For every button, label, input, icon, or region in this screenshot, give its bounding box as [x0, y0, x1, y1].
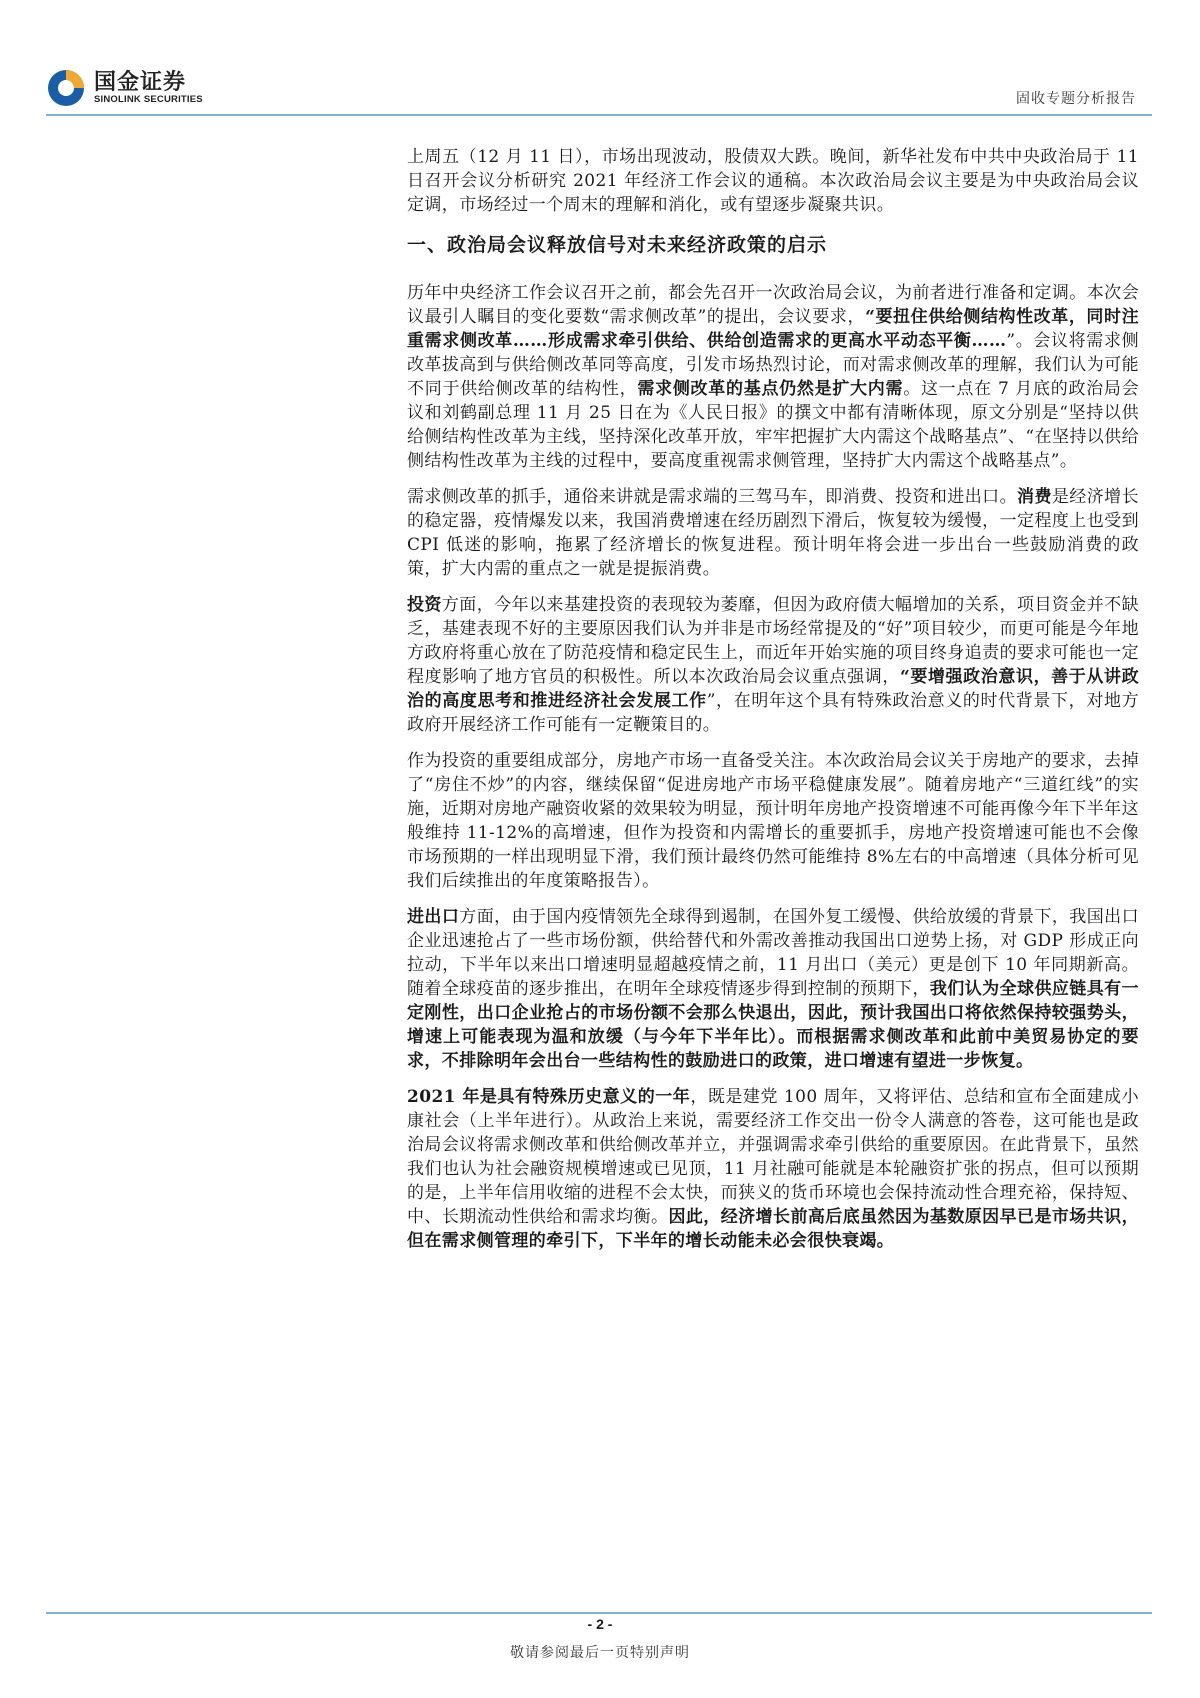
paragraph-demand-side-reform [407, 281, 1139, 473]
paragraph-trade [407, 905, 1139, 1073]
bold-keyword: 进出口 [407, 907, 460, 927]
report-body [407, 145, 1139, 1265]
logo-english-name: SINOLINK SECURITIES [94, 94, 203, 105]
text-run: ，既是建党 100 周年，又将评估、总结和宣布全面建成小康社会（上半年进行）。从政治上来说，需要经济工作交出一份令人满意的答卷，这可能也是政治局会议将需求侧改革和供给侧改革并立，并强调需求牵引供给的重要原因。在此背景下，虽然我们也认为社会融资规模增速或已见顶，11 月社融可能就是本轮融资扩张的拐点，但可以预期的是，上半年信用收缩的进程不会太快，而狭义的货币环境也会保持流动性合理充裕，保持短、中、长期流动性供给和需求均衡。 [407, 1087, 1139, 1227]
text-run: 。这一点在 7 月底的政治局会议和刘鹤副总理 11 月 25 日在为《人民日报》的撰文中都有清晰体现，原文分别是“坚持以供给侧结构性改革为主线，坚持深化改革开放，牢牢把握扩大内需这个战略基点”、“在坚持以供给侧结构性改革为主线的过程中，要高度重视需求侧管理，坚持扩大内需这个战略基点”。 [407, 379, 1140, 471]
logo-chinese-name: 国金证券 [94, 69, 187, 94]
text-run: ”，在明年这个具有特殊政治意义的时代背景下，对地方政府开展经济工作可能有一定鞭策目的。 [407, 691, 1139, 735]
bold-quote: “要扭住供给侧结构性改革，同时注重需求侧改革……形成需求牵引供给、供给创造需求的更高水平动态平衡…… [407, 307, 1139, 351]
section-title: 一、政治局会议释放信号对未来经济政策的启示 [407, 234, 828, 256]
text-run: 历年中央经济工作会议召开之前，都会先召开一次政治局会议，为前者进行准备和定调。本次会议最引人瞩目的变化要数“需求侧改革”的提出，会议要求， [407, 283, 1139, 327]
bold-keyword: 消费 [1017, 487, 1052, 507]
bold-emphasis: 我们认为全球供应链具有一定刚性，出口企业抢占的市场份额不会那么快退出，因此，预计我国出口将依然保持较强势头，增速上可能表现为温和放缓（与今年下半年比）。而根据需求侧改革和此前中美贸易协定的要求，不排除明年会出台一些结构性的鼓励进口的政策，进口增速有望进一步恢复。 [407, 979, 1139, 1071]
bold-emphasis: 因此，经济增长前高后底虽然因为基数原因早已是市场共识，但在需求侧管理的牵引下，下半年的增长动能未必会很快衰竭。 [407, 1207, 1139, 1251]
paragraph-real-estate: 作为投资的重要组成部分，房地产市场一直备受关注。本次政治局会议关于房地产的要求，去掉了“房住不炒”的内容，继续保留“促进房地产市场平稳健康发展”。随着房地产“三道红线”的实施，近期对房地产融资收紧的效果较为明显，预计明年房地产投资增速不可能再像今年下半年这般维持 11-12%的高增速，但作为投资和内需增长的重要抓手，房地产投资增速可能也不会像市场预期的一样出现明显下滑，我们预计最终仍然可能维持 8%左右的中高增速（具体分析可见我们后续推出的年度策略报告）。 [407, 751, 1139, 891]
paragraph-consumption [407, 485, 1139, 581]
text-run: 是经济增长的稳定器，疫情爆发以来，我国消费增速在经历剧烈下滑后，恢复较为缓慢，一定程度上也受到 CPI 低迷的影响，拖累了经济增长的恢复进程。预计明年将会进一步出台一些鼓励消费的政策，扩大内需的重点之一就是提振消费。 [407, 487, 1139, 579]
intro-paragraph: 上周五（12 月 11 日），市场出现波动，股债双大跌。晚间，新华社发布中共中央政治局于 11 日召开会议分析研究 2021 年经济工作会议的通稿。本次政治局会议主要是为中央政治局会议定调，市场经过一个周末的理解和消化，或有望逐步凝聚共识。 [407, 147, 1139, 215]
bold-keyword: 投资 [407, 595, 442, 615]
page-header [46, 60, 1152, 118]
bold-quote: “要增强政治意识，善于从讲政治的高度思考和推进经济社会发展工作 [407, 667, 1139, 711]
bold-emphasis: 2021 年是具有特殊历史意义的一年 [407, 1087, 691, 1107]
paragraph-investment [407, 593, 1139, 737]
page-number: - 2 - [587, 1616, 613, 1632]
text-run: 需求侧改革的抓手，通俗来讲就是需求端的三驾马车，即消费、投资和进出口。 [407, 487, 1018, 507]
footer-disclaimer: 敬请参阅最后一页特别声明 [510, 1645, 690, 1661]
text-run: 方面，由于国内疫情领先全球得到遏制，在国外复工缓慢、供给放缓的背景下，我国出口企业迅速抢占了一些市场份额，供给替代和外需改善推动我国出口逆势上扬，对 GDP 形成正向拉动，下半年以来出口增速明显超越疫情之前，11 月出口（美元）更是创下 10 年同期新高。随着全球疫苗的逐步推出，在明年全球疫情逐步得到控制的预期下， [407, 907, 1139, 999]
paragraph-2021-outlook [407, 1085, 1139, 1253]
footer-divider [46, 1612, 1152, 1614]
company-logo [46, 68, 203, 108]
header-divider [46, 114, 1152, 116]
sinolink-logo-icon [46, 68, 86, 108]
report-type-label: 固收专题分析报告 [1016, 91, 1136, 107]
text-run: ”。会议将需求侧改革拔高到与供给侧改革同等高度，引发市场热烈讨论，而对需求侧改革的理解，我们认为可能不同于供给侧改革的结构性， [407, 331, 1139, 399]
bold-emphasis: 需求侧改革的基点仍然是扩大内需 [637, 379, 904, 399]
text-run: 方面，今年以来基建投资的表现较为萎靡，但因为政府债大幅增加的关系，项目资金并不缺乏，基建表现不好的主要原因我们认为并非是市场经常提及的“好”项目较少，而更可能是今年地方政府将重心放在了防范疫情和稳定民生上，而近年开始实施的项目终身追责的要求可能也一定程度影响了地方官员的积极性。所以本次政治局会议重点强调， [407, 595, 1139, 687]
